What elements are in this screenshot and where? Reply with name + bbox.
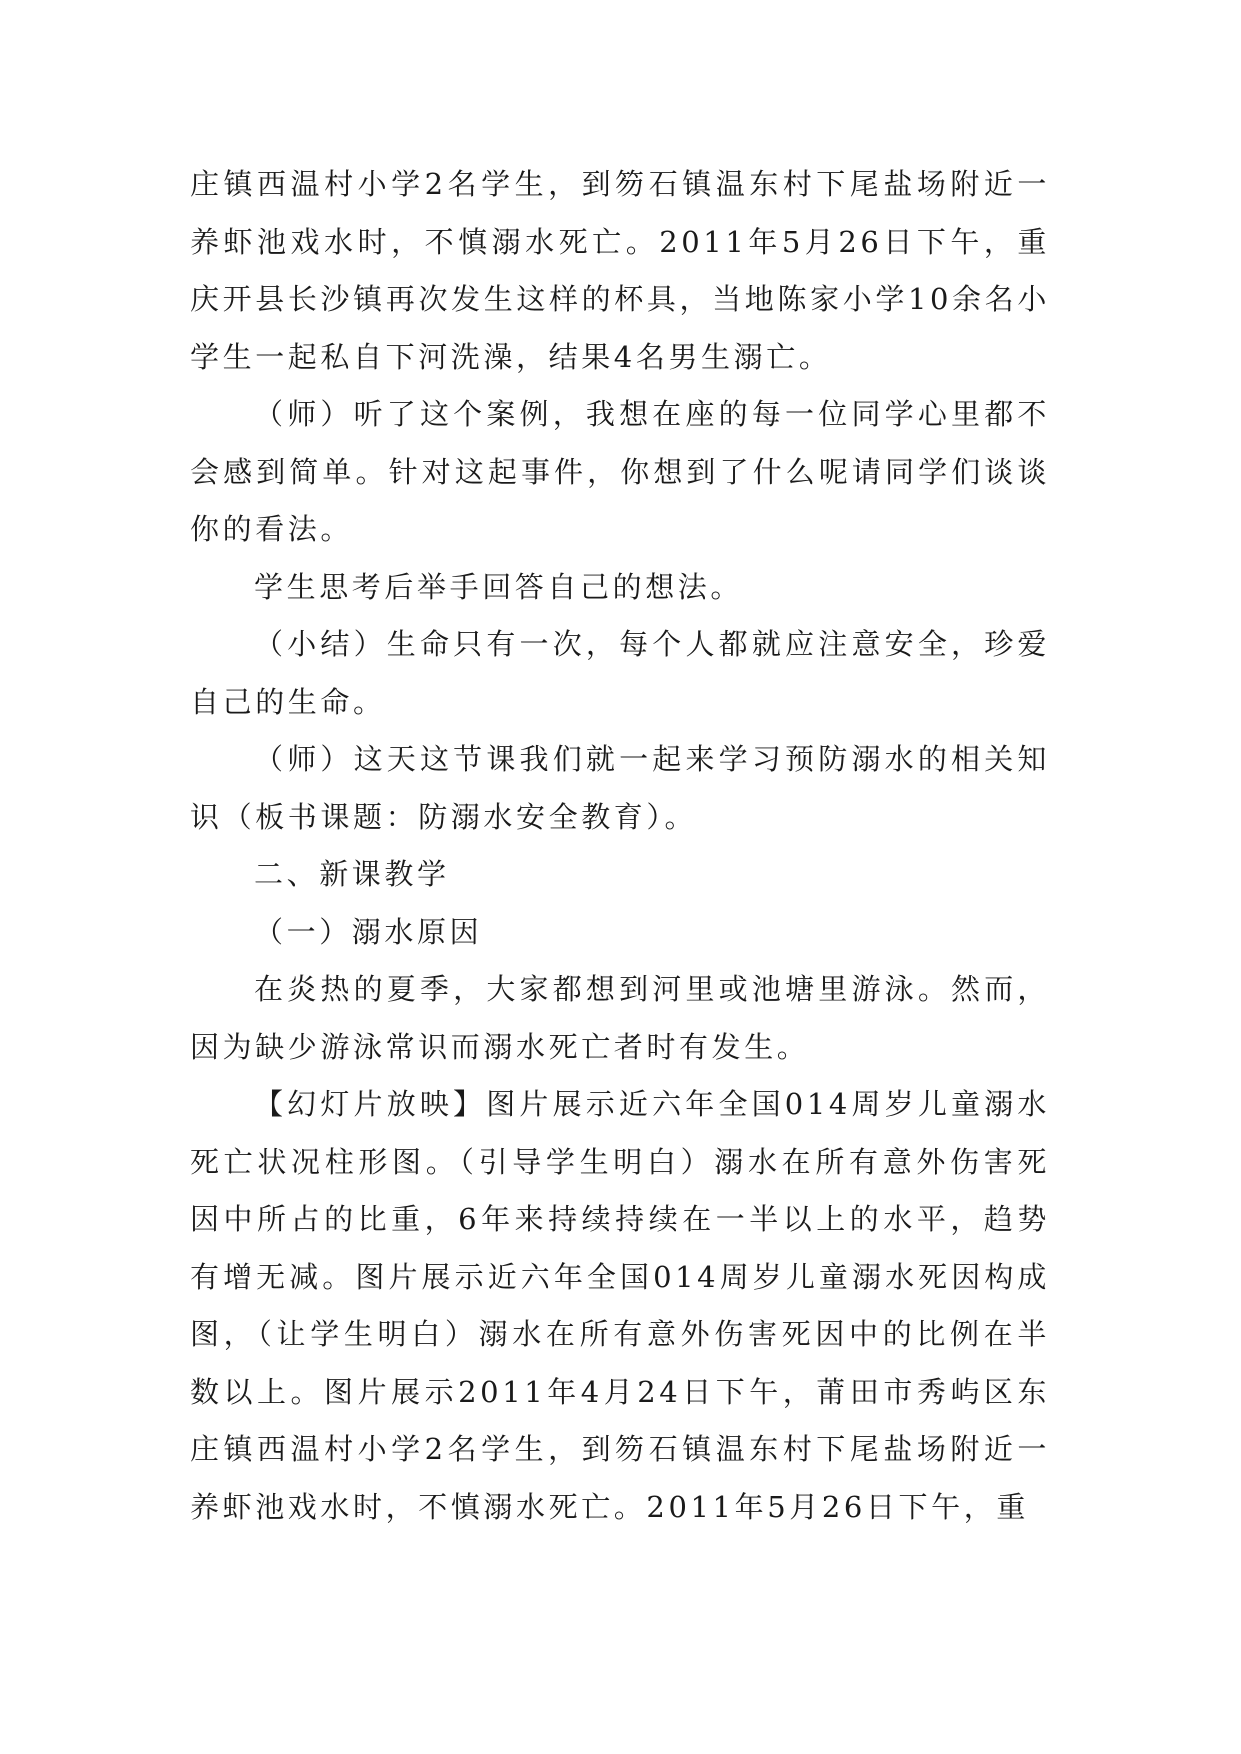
paragraph-case-continued: 庄镇西温村小学2名学生，到笏石镇温东村下尾盐场附近一养虾池戏水时，不慎溺水死亡。2011年5月26日下午，重庆开县长沙镇再次发生这样的杯具，当地陈家小学10余名小学生一起私自下河洗澡，结果4名男生溺亡。 xyxy=(190,167,1050,374)
paragraph-slideshow: 【幻灯片放映】图片展示近六年全国014周岁儿童溺水死亡状况柱形图。（引导学生明白）溺水在所有意外伤害死因中所占的比重，6年来持续持续在一半以上的水平，趋势有增无减。图片展示近六年全国014周岁儿童溺水死因构成图，（让学生明白）溺水在所有意外伤害死因中的比例在半数以上。图片展示2011年4月24日下午，莆田市秀屿区东庄镇西温村小学2名学生，到笏石镇温东村下尾盐场附近一养虾池戏水时，不慎溺水死亡。2011年5月26日下午，重 xyxy=(190,1087,1050,1524)
paragraph-summary: （小结）生命只有一次，每个人都就应注意安全，珍爱自己的生命。 xyxy=(190,627,1050,719)
paragraph-students-answer: 学生思考后举手回答自己的想法。 xyxy=(254,569,744,604)
paragraph-summer-swimming: 在炎热的夏季，大家都想到河里或池塘里游泳。然而，因为缺少游泳常识而溺水死亡者时有发生。 xyxy=(190,972,1050,1064)
section-heading-new-lesson: 二、新课教学 xyxy=(254,857,450,891)
subsection-heading-drowning-causes: （一）溺水原因 xyxy=(254,914,483,949)
paragraph-lesson-topic: （师）这天这节课我们就一起来学习预防溺水的相关知识（板书课题：防溺水安全教育）。 xyxy=(190,742,1050,834)
document-body xyxy=(190,156,1050,1536)
paragraph-teacher-discussion: （师）听了这个案例，我想在座的每一位同学心里都不会感到简单。针对这起事件，你想到了什么呢请同学们谈谈你的看法。 xyxy=(190,397,1050,546)
